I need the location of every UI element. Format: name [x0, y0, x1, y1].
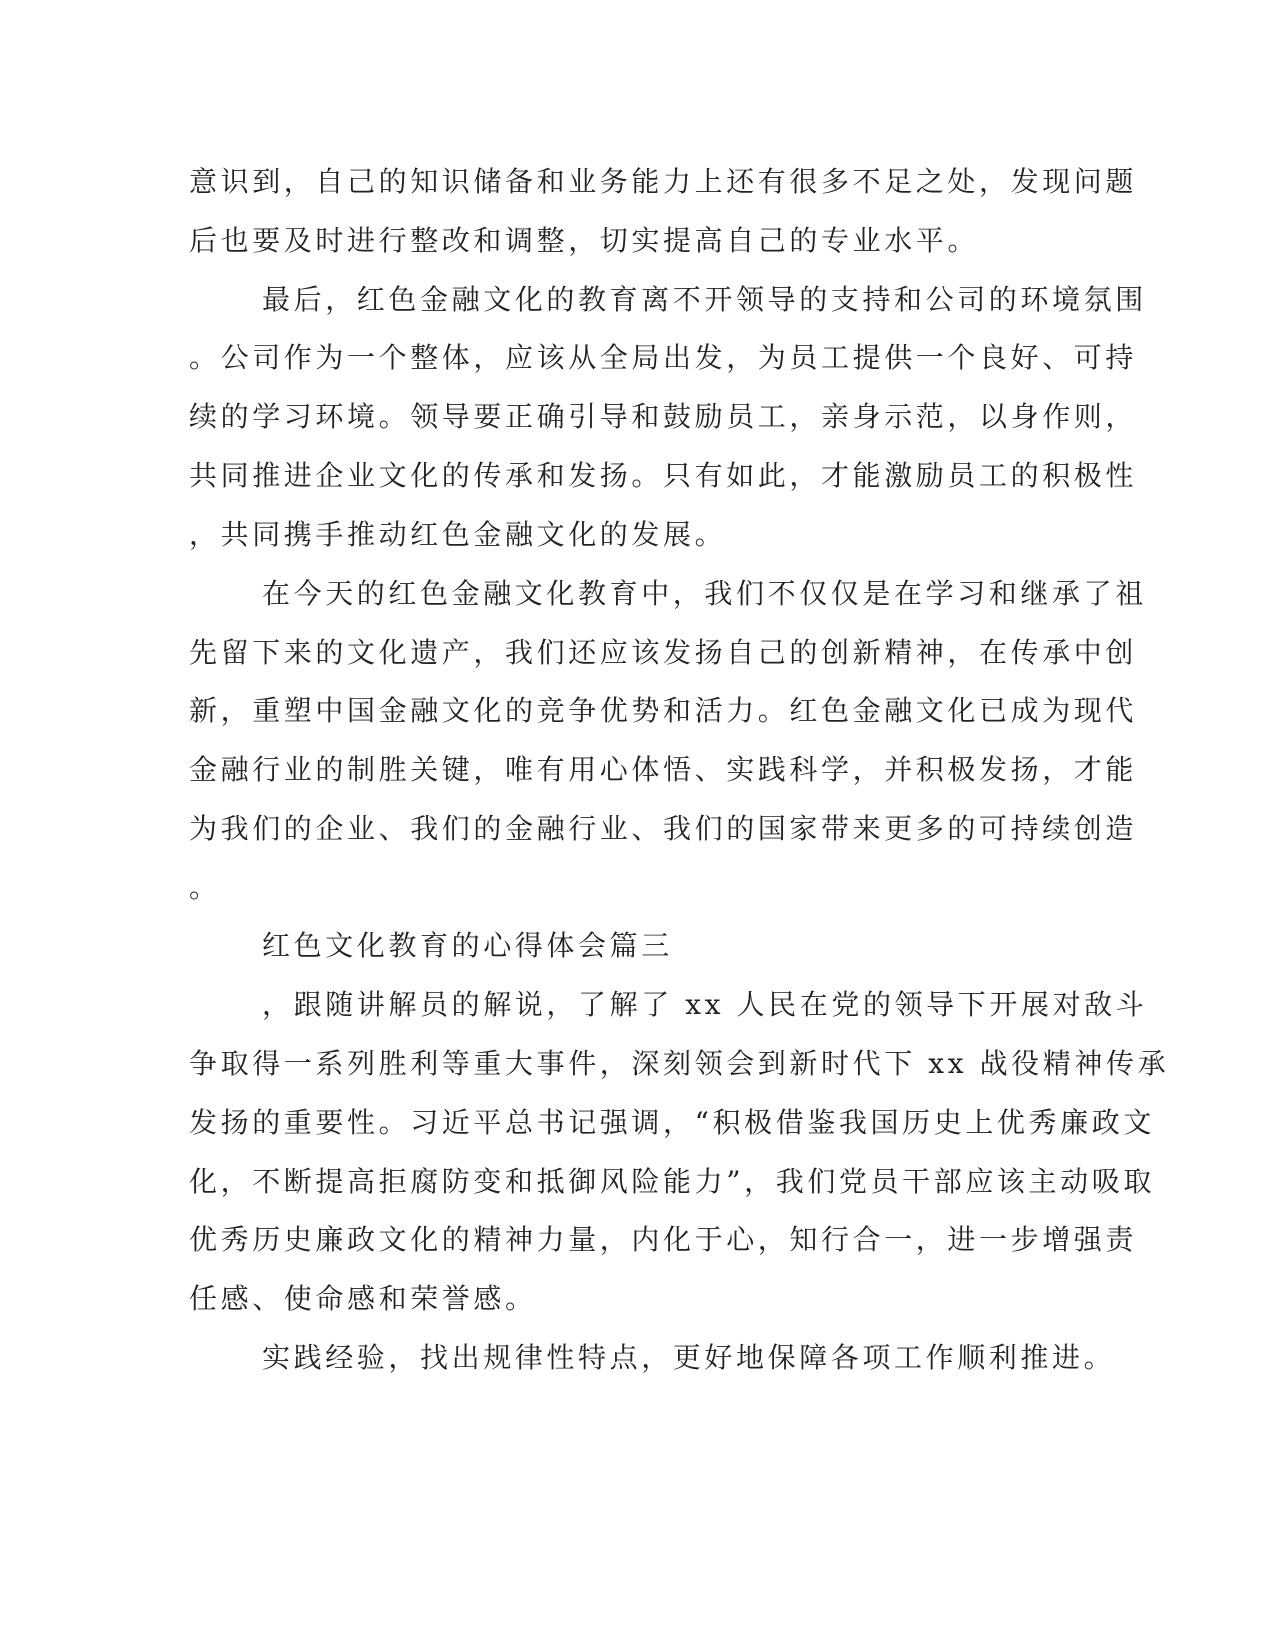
text-line-18: 化，不断提高拒腐防变和抵御风险能力”，我们党员干部应该主动吸取: [189, 1165, 1155, 1198]
text-line-16: 争取得一系列胜利等重大事件，深刻领会到新时代下 xx 战役精神传承: [189, 1047, 1170, 1080]
text-line-13: 。: [189, 871, 221, 904]
text-line-11: 金融行业的制胜关键，唯有用心体悟、实践科学，并积极发扬，才能: [189, 753, 1138, 786]
text-line-1: 意识到，自己的知识储备和业务能力上还有很多不足之处，发现问题: [189, 165, 1138, 198]
text-line-17: 发扬的重要性。习近平总书记强调，“积极借鉴我国历史上优秀廉政文: [189, 1106, 1155, 1139]
text-line-5: 续的学习环境。领导要正确引导和鼓励员工，亲身示范，以身作则，: [189, 400, 1138, 433]
text-line-9: 先留下来的文化遗产，我们还应该发扬自己的创新精神，在传承中创: [189, 636, 1138, 669]
text-line-2: 后也要及时进行整改和调整，切实提高自己的专业水平。: [189, 224, 980, 257]
text-line-4: 。公司作为一个整体，应该从全局出发，为员工提供一个良好、可持: [189, 341, 1138, 374]
text-line-10: 新，重塑中国金融文化的竞争优势和活力。红色金融文化已成为现代: [189, 694, 1138, 727]
text-line-20: 任感、使命感和荣誉感。: [189, 1282, 537, 1315]
text-line-8: 在今天的红色金融文化教育中，我们不仅仅是在学习和继承了祖: [262, 577, 1147, 610]
text-line-21: 实践经验，找出规律性特点，更好地保障各项工作顺利推进。: [262, 1341, 1116, 1374]
section-heading: 红色文化教育的心得体会篇三: [262, 929, 673, 962]
text-line-12: 为我们的企业、我们的金融行业、我们的国家带来更多的可持续创造: [189, 812, 1138, 845]
text-line-19: 优秀历史廉政文化的精神力量，内化于心，知行合一，进一步增强责: [189, 1223, 1138, 1256]
text-line-3: 最后，红色金融文化的教育离不开领导的支持和公司的环境氛围: [262, 283, 1147, 316]
text-line-6: 共同推进企业文化的传承和发扬。只有如此，才能激励员工的积极性: [189, 459, 1138, 492]
text-line-15: ，跟随讲解员的解说，了解了 xx 人民在党的领导下开展对敌斗: [262, 988, 1148, 1021]
text-line-7: ，共同携手推动红色金融文化的发展。: [189, 518, 727, 551]
